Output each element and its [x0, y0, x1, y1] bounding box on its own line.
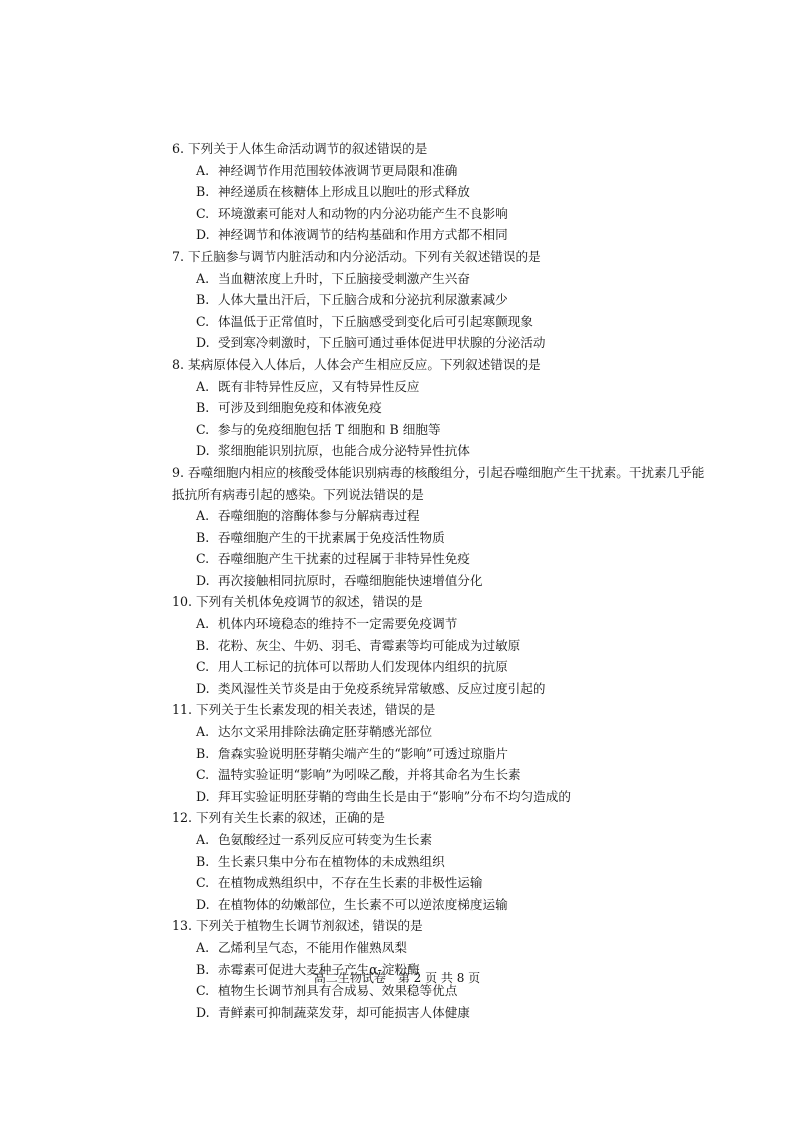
option-c: [172, 656, 754, 678]
option-letter: B.: [196, 853, 210, 869]
question-text: 下列关于人体生命活动调节的叙述错误的是: [188, 141, 428, 156]
option-text: 受到寒冷刺激时，下丘脑可通过垂体促进甲状腺的分泌活动: [218, 335, 546, 351]
option-c: [172, 872, 754, 894]
option-b: [172, 397, 754, 419]
question-12: [172, 807, 754, 915]
option-d: [172, 570, 754, 592]
option-text: 詹森实验说明胚芽鞘尖端产生的“影响”可透过琼脂片: [218, 745, 508, 761]
option-text: 浆细胞能识别抗原，也能合成分泌特异性抗体: [218, 443, 470, 459]
option-text: 花粉、灰尘、牛奶、羽毛、青霉素等均可能成为过敏原: [218, 637, 521, 653]
option-text: 吞噬细胞产生干扰素的过程属于非特异性免疫: [218, 551, 470, 567]
option-letter: A.: [196, 832, 210, 847]
question-number: 13.: [172, 918, 193, 934]
question-text: 下丘脑参与调节内脏活动和内分泌活动。下列有关叙述错误的是: [188, 248, 541, 264]
option-text: 神经调节作用范围较体液调节更局限和准确: [218, 162, 458, 178]
option-letter: C.: [196, 659, 210, 675]
question-text: 下列有关生长素的叙述，正确的是: [196, 810, 385, 826]
option-d: [172, 224, 754, 246]
option-b: [172, 289, 754, 311]
option-list: [172, 376, 754, 462]
question-number: 6.: [172, 141, 185, 156]
option-text: 环境激素可能对人和动物的内分泌功能产生不良影响: [218, 205, 508, 221]
option-letter: B.: [196, 529, 210, 545]
option-letter: D.: [196, 680, 210, 696]
option-a: [172, 268, 754, 290]
option-letter: C.: [196, 313, 210, 329]
option-text: 达尔文采用排除法确定胚芽鞘感光部位: [218, 724, 433, 740]
option-text: 当血糖浓度上升时，下丘脑接受刺激产生兴奋: [218, 270, 470, 286]
option-text: 青鲜素可抑制蔬菜发芽，却可能损害人体健康: [218, 1004, 470, 1020]
option-letter: B.: [196, 400, 210, 416]
question-stem: [172, 807, 754, 829]
option-text: 再次接触相同抗原时，吞噬细胞能快速增值分化: [218, 572, 483, 588]
question-number: 7.: [172, 248, 185, 264]
question-text: 下列关于生长素发现的相关表述，错误的是: [196, 702, 436, 718]
option-letter: D.: [196, 1004, 210, 1020]
option-text: 神经递质在核糖体上形成且以胞吐的形式释放: [218, 184, 470, 200]
option-text: 温特实验证明“影响”为吲哚乙酸，并将其命名为生长素: [218, 767, 521, 783]
option-a: [172, 376, 754, 398]
question-10: [172, 591, 754, 699]
option-a: [172, 937, 754, 959]
question-number: 8.: [172, 356, 185, 372]
option-letter: D.: [196, 335, 210, 351]
option-c: [172, 311, 754, 333]
question-text: 吞噬细胞内相应的核酸受体能识别病毒的核酸组分，引起吞噬细胞产生干扰素。干扰素几乎能抵抗所有病毒引起的感染。下列说法错误的是: [172, 464, 705, 502]
option-letter: D.: [196, 227, 210, 243]
question-6: [172, 138, 754, 246]
option-text: 赤霉素可促进大麦种子产生α-淀粉酶: [218, 961, 420, 977]
option-a: [172, 829, 754, 851]
option-text: 在植物体的幼嫩部位，生长素不可以逆浓度梯度运输: [218, 896, 508, 912]
option-d: [172, 894, 754, 916]
option-letter: A.: [196, 162, 210, 178]
question-text: 下列关于植物生长调节剂叙述，错误的是: [196, 918, 423, 934]
option-letter: A.: [196, 378, 210, 394]
option-b: [172, 527, 754, 549]
option-d: [172, 440, 754, 462]
option-list: [172, 160, 754, 246]
option-b: [172, 181, 754, 203]
option-text: 参与的免疫细胞包括 T 细胞和 B 细胞等: [218, 421, 441, 437]
option-text: 乙烯利呈气态，不能用作催熟凤梨: [218, 939, 407, 955]
option-list: [172, 505, 754, 591]
question-stem: [172, 354, 754, 376]
option-c: [172, 764, 754, 786]
option-a: [172, 721, 754, 743]
question-8: [172, 354, 754, 462]
question-stem: [172, 246, 754, 268]
option-text: 体温低于正常值时，下丘脑感受到变化后可引起寒颤现象: [218, 313, 533, 329]
option-text: 用人工标记的抗体可以帮助人们发现体内组织的抗原: [218, 659, 508, 675]
option-letter: A.: [196, 508, 210, 524]
question-stem: [172, 915, 754, 937]
option-text: 吞噬细胞的溶酶体参与分解病毒过程: [218, 508, 420, 524]
option-letter: B.: [196, 961, 210, 977]
option-list: [172, 829, 754, 915]
option-letter: A.: [196, 270, 210, 286]
option-text: 色氨酸经过一系列反应可转变为生长素: [218, 832, 433, 847]
option-letter: C.: [196, 205, 210, 221]
question-stem: [172, 591, 754, 613]
question-number: 12.: [172, 810, 193, 826]
option-text: 植物生长调节剂具有合成易、效果稳等优点: [218, 983, 458, 999]
option-letter: D.: [196, 572, 210, 588]
question-number: 10.: [172, 594, 193, 610]
option-text: 在植物成熟组织中，不存在生长素的非极性运输: [218, 875, 483, 891]
option-d: [172, 678, 754, 700]
question-7: [172, 246, 754, 354]
question-stem: [172, 699, 754, 721]
option-c: [172, 419, 754, 441]
question-11: [172, 699, 754, 807]
option-letter: A.: [196, 616, 210, 632]
option-letter: C.: [196, 551, 210, 567]
option-text: 吞噬细胞产生的干扰素属于免疫活性物质: [218, 529, 445, 545]
option-letter: D.: [196, 443, 210, 459]
option-d: [172, 332, 754, 354]
option-letter: A.: [196, 724, 210, 740]
option-list: [172, 613, 754, 699]
option-a: [172, 160, 754, 182]
option-letter: C.: [196, 767, 210, 783]
option-d: [172, 1002, 754, 1024]
option-letter: D.: [196, 788, 210, 804]
page-footer: 高二生物试卷 第 2 页 共 8 页: [313, 971, 481, 985]
option-b: [172, 743, 754, 765]
question-number: 9.: [172, 464, 185, 480]
option-text: 类风湿性关节炎是由于免疫系统异常敏感、反应过度引起的: [218, 680, 546, 696]
option-b: [172, 635, 754, 657]
option-letter: B.: [196, 292, 210, 308]
option-c: [172, 548, 754, 570]
option-text: 机体内环境稳态的维持不一定需要免疫调节: [218, 616, 458, 632]
option-c: [172, 203, 754, 225]
option-b: [172, 851, 754, 873]
option-letter: B.: [196, 745, 210, 761]
option-text: 神经调节和体液调节的结构基础和作用方式都不相同: [218, 227, 508, 243]
option-letter: A.: [196, 939, 210, 955]
option-text: 可涉及到细胞免疫和体液免疫: [218, 400, 382, 416]
option-list: [172, 268, 754, 354]
option-a: [172, 613, 754, 635]
option-letter: D.: [196, 896, 210, 912]
question-stem: [172, 462, 712, 505]
option-list: [172, 721, 754, 807]
option-text: 生长素只集中分布在植物体的未成熟组织: [218, 853, 445, 869]
option-text: 既有非特异性反应，又有特异性反应: [218, 378, 420, 394]
question-text: 某病原体侵入人体后，人体会产生相应反应。下列叙述错误的是: [188, 356, 541, 372]
option-letter: B.: [196, 184, 210, 200]
option-letter: C.: [196, 983, 210, 999]
question-text: 下列有关机体免疫调节的叙述，错误的是: [196, 594, 423, 610]
option-text: 人体大量出汗后，下丘脑合成和分泌抗利尿激素减少: [218, 292, 508, 308]
option-d: [172, 786, 754, 808]
question-9: [172, 462, 754, 592]
option-letter: C.: [196, 875, 210, 891]
option-letter: C.: [196, 421, 210, 437]
option-a: [172, 505, 754, 527]
question-stem: [172, 138, 754, 160]
option-text: 拜耳实验证明胚芽鞘的弯曲生长是由于“影响”分布不均匀造成的: [218, 788, 571, 804]
question-number: 11.: [172, 702, 193, 718]
option-letter: B.: [196, 637, 210, 653]
